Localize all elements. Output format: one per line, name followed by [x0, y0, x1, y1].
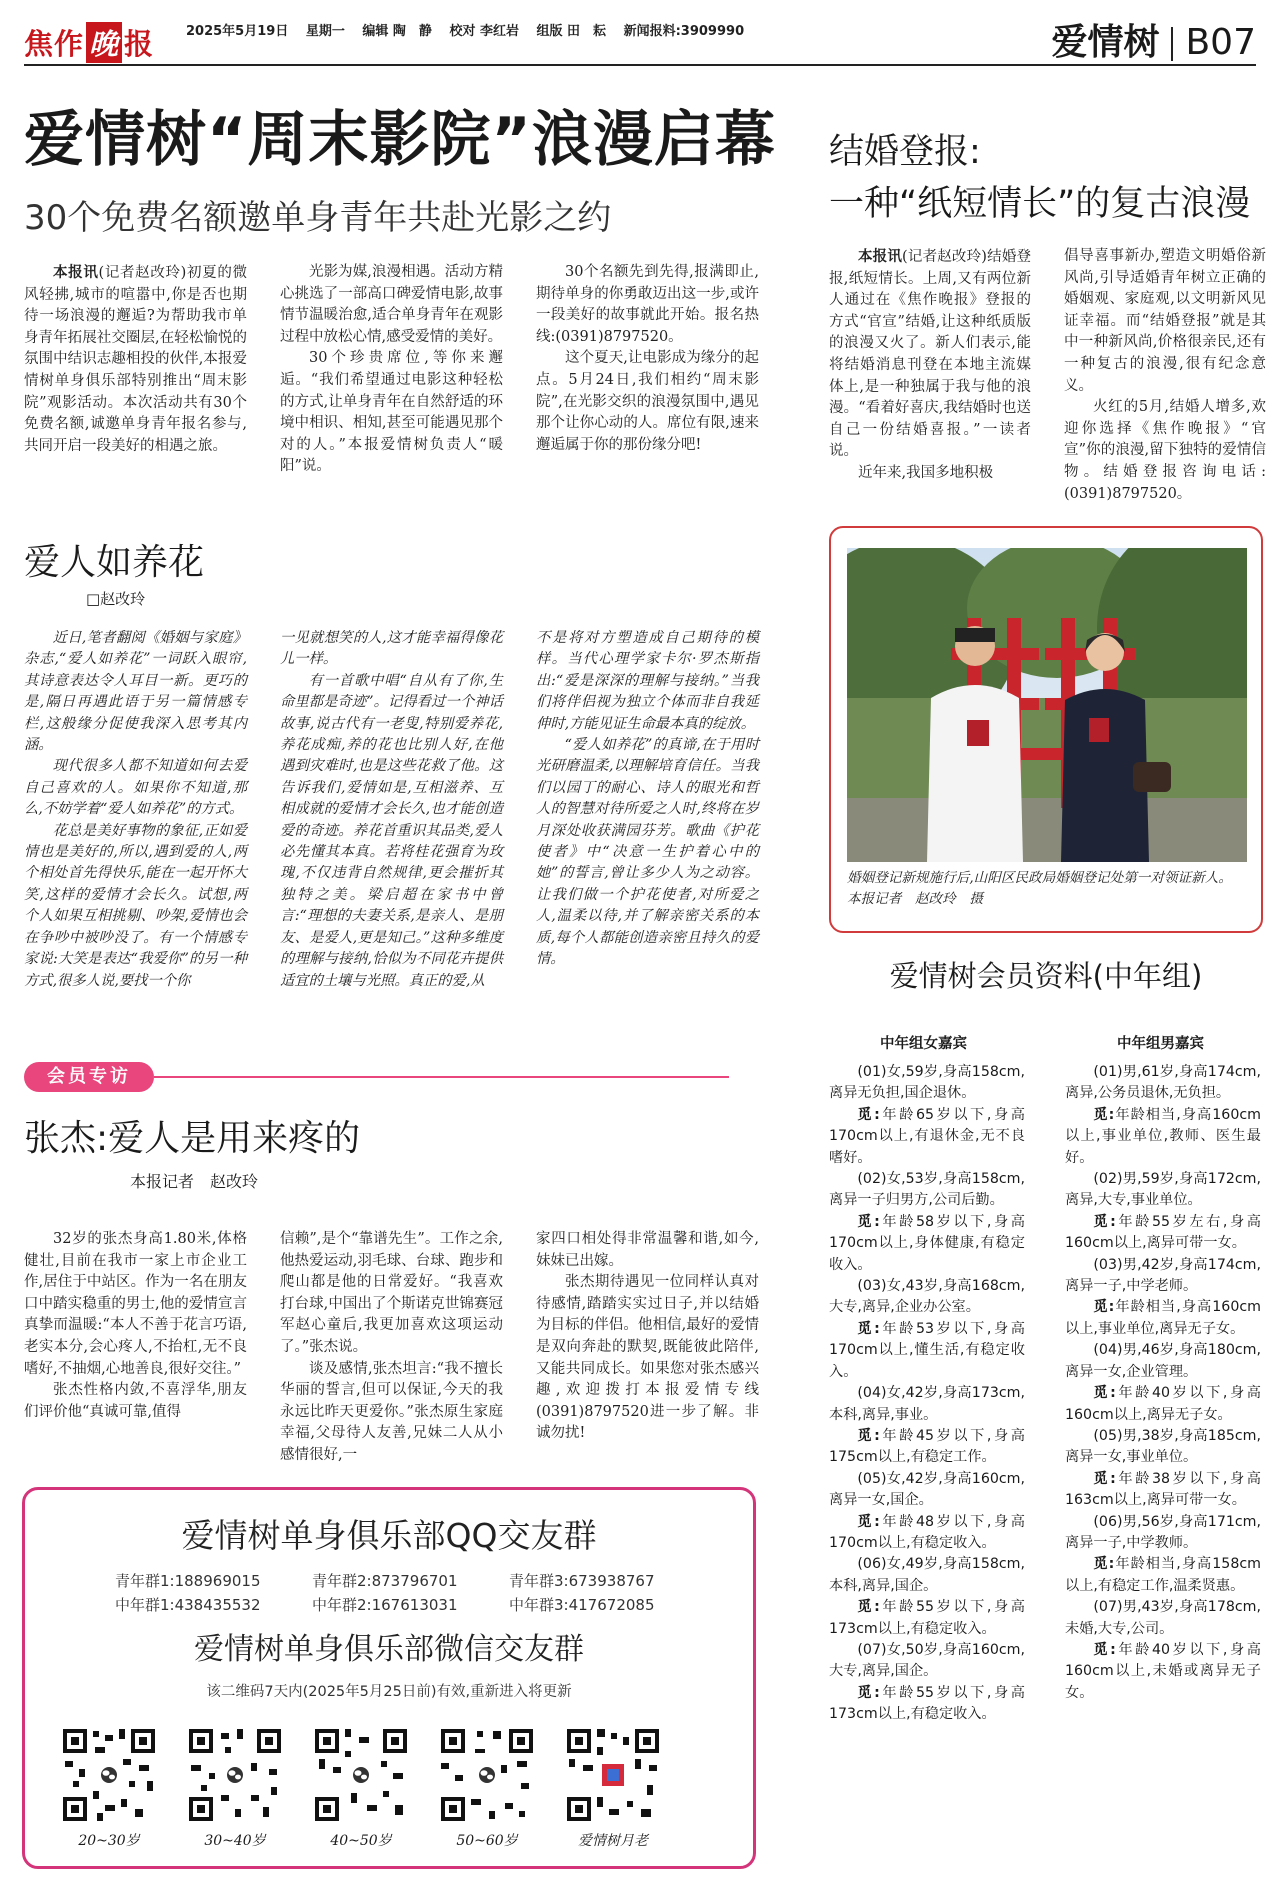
couple-photo — [847, 548, 1247, 862]
qr-code-icon — [311, 1725, 411, 1825]
article2-column-3: 不是将对方塑造成自己期待的模样。当代心理学家卡尔·罗杰斯指出:“爱是深深的理解与接纳。”当我们将伴侣视为独立个体而非自我延伸时,方能见证生命最本真的绽放。 “爱人如养花”的真谛,在于用时光研磨温柔,以理解培育信任。当我们以园丁的耐心、诗人的眼光和哲人的智慧对待所爱之人时,终将在岁月深处收获满园芬芳。歌曲《护花使者》中“决意一生护着心中的她”的誓言,曾让多少人为之动容。让我们做一个护花使者,对所爱之人,温柔以待,并了解亲密关系的本质,每个人都能创造亲密且持久的爱情。 — [536, 630, 759, 968]
article4-headline: 结婚登报: 一种“纸短情长”的复古浪漫 — [829, 132, 1251, 224]
article2-column-2: 一见就想笑的人,这才能幸福得像花儿一样。 有一首歌中唱“自从有了你,生命里都是奇迹”。记得看过一个神话故事,说古代有一老叟,特别爱养花,养花成痴,养的花也比别人好,在他遇到灾难时,也是这些花救了他。这告诉我们,爱情如是,互相滋养、互相成就的爱情才会长久,也才能创造爱的奇迹。养花首重识其品类,爱人必先懂其本真。若将桂花强育为玫瑰,不仅违背自然规律,更会摧折其独特之美。梁启超在家书中曾言:“理想的夫妻关系,是亲人、是朋友、是爱人,更是知己。”这种多维度的理解与接纳,恰似为不同花卉提供适宜的土壤与光照。真正的爱,从 — [280, 630, 503, 989]
qq-group-number: 青年群3:673938767 — [509, 1572, 655, 1590]
article3-column-3: 家四口相处得非常温馨和谐,如今,妹妹已出嫁。 张杰期待遇见一位同样认真对待感情,踏踏实实过日子,并以结婚为目标的伴侣。他相信,最好的爱情是双向奔赴的默契,既能彼此陪伴,又能共同成长。如果您对张杰感兴趣,欢迎拨打本报爱情专线(0391)8797520进一步了解。非诚勿扰! — [536, 1231, 759, 1442]
article4-column-2: 倡导喜事新办,塑造文明婚俗新风尚,引导适婚青年树立正确的婚姻观、家庭观,以文明新风见证幸福。而“结婚登报”就是其中一种新风尚,价格很亲民,还有一种复古的浪漫,很有纪念意义。 火红的5月,结婚人增多,欢迎你选择《焦作晚报》“官宣”你的浪漫,留下独特的爱情信物。结婚登报咨询电话:(0391)8797520。 — [1064, 248, 1266, 502]
member-entry: (02)女,53岁,身高158cm,离异一子归男方,公司后勤。 觅:年龄58岁以下,身高170cm以上,身体健康,有稳定收入。 — [829, 1171, 1025, 1273]
member-entry: (03)女,43岁,身高168cm,大专,离异,企业办公室。 觅:年龄53岁以下,身高170cm以上,懂生活,有稳定收入。 — [829, 1278, 1025, 1380]
member-tag-rule — [154, 1076, 729, 1078]
member-entry: (04)男,46岁,身高180cm,离异一女,企业管理。 觅:年龄40岁以下,身高160cm以上,离异无子女。 — [1065, 1342, 1261, 1423]
member-entry: (01)女,59岁,身高158cm,离异无负担,国企退休。 觅:年龄65岁以下,身高170cm以上,有退休金,无不良嗜好。 — [829, 1064, 1025, 1166]
qq-groups-title: 爱情树单身俱乐部QQ交友群 — [181, 1516, 597, 1555]
member-entry: (05)女,42岁,身高160cm,离异一女,国企。 觅:年龄48岁以下,身高170cm以上,有稳定收入。 — [829, 1470, 1025, 1551]
qr-label: 50~60岁 — [456, 1833, 518, 1849]
member-entry: (06)男,56岁,身高171cm,离异一子,中学教师。 觅:年龄相当,身高158cm以上,有稳定工作,温柔贤惠。 — [1065, 1513, 1261, 1594]
member-entry: (03)男,42岁,身高174cm,离异一子,中学老师。 觅:年龄相当,身高160cm以上,事业单位,离异无子女。 — [1065, 1256, 1261, 1337]
male-members-list — [1065, 1062, 1261, 1704]
male-guests-heading: 中年组男嘉宾 — [1117, 1036, 1204, 1052]
qq-groups-row-middle — [115, 1594, 706, 1615]
qr-code-icon — [437, 1725, 537, 1825]
section-name: 爱情树 — [1051, 22, 1160, 63]
article3-column-2: 信赖”,是个“靠谱先生”。工作之余,他热爱运动,羽毛球、台球、跑步和爬山都是他的日常爱好。“我喜欢打台球,中国出了个斯诺克世锦赛冠军赵心童后,我更加喜欢这项运动了。”张杰说。 谈及感情,张杰坦言:“我不擅长华丽的誓言,但可以保证,今天的我永远比昨天更爱你。”张杰原生家庭幸福,父母待人友善,兄妹二人从小感情很好,一 — [280, 1231, 503, 1463]
qr-label: 20~30岁 — [78, 1833, 140, 1849]
article2-byline: □赵改玲 — [86, 590, 146, 608]
proof-credit: 校对 李红岩 — [449, 24, 519, 39]
article1-column-1: 本报讯(记者赵改玲)初夏的微风轻拂,城市的喧嚣中,你是否也期待一场浪漫的邂逅?为帮助我市单身青年拓展社交圈层,在轻松愉悦的氛围中结识志趣相投的伙伴,本报爱情树单身俱乐部特别推出“周末影院”观影活动。本次活动共有30个免费名额,诚邀单身青年报名参与,共同开启一段美好的相遇之旅。 — [24, 264, 248, 454]
qq-group-number: 中年群3:417672085 — [509, 1596, 655, 1614]
member-entry: (02)男,59岁,身高172cm,离异,大专,事业单位。 觅:年龄55岁左右,身高160cm以上,离异可带一女。 — [1065, 1171, 1261, 1252]
qq-group-number: 中年群1:438435532 — [115, 1596, 261, 1614]
qr-validity-note: 该二维码7天内(2025年5月25日前)有效,重新进入将更新 — [206, 1684, 572, 1700]
qr-code-icon — [563, 1725, 663, 1825]
qr-code-30-40[interactable] — [185, 1725, 285, 1850]
article2-column-1: 近日,笔者翻阅《婚姻与家庭》杂志,“爱人如养花”一词跃入眼帘,其诗意表达令人耳目一新。更巧的是,隔日再遇此语于另一篇情感专栏,这般缘分促使我深入思考其内涵。 现代很多人都不知道如何去爱自己喜欢的人。如果你不知道,那么,不妨学着“爱人如养花”的方式。 花总是美好事物的象征,正如爱情也是美好的,所以,遇到爱的人,两个相处首先得快乐,能在一起开怀大笑,这样的爱情才会长久。试想,两个人如果互相挑剔、吵架,爱情也会在争吵中被吵没了。有一个情感专家说:大笑是表达“我爱你”的另一种方式,很多人说,要找一个你 — [24, 630, 247, 989]
qr-label: 40~50岁 — [330, 1833, 392, 1849]
article2-headline: 爱人如养花 — [24, 542, 205, 583]
article3-byline: 本报记者 赵改玲 — [130, 1172, 259, 1191]
member-entry: (06)女,49岁,身高158cm,本科,离异,国企。 觅:年龄55岁以下,身高173cm以上,有稳定收入。 — [829, 1556, 1025, 1637]
qr-label: 30~40岁 — [204, 1833, 266, 1849]
article3-column-1: 32岁的张杰身高1.80米,体格健壮,目前在我市一家上市企业工作,居住于中站区。作为一名在朋友口中踏实稳重的男士,他的爱情宣言真挚而温暖:“本人不善于花言巧语,老实本分,会心疼人,不抬杠,无不良嗜好,不抽烟,心地善良,很好交往。” 张杰性格内敛,不喜浮华,朋友们评价他“真诚可靠,值得 — [24, 1231, 247, 1420]
member-entry: (04)女,42岁,身高173cm,本科,离异,事业。 觅:年龄45岁以下,身高175cm以上,有稳定工作。 — [829, 1385, 1025, 1466]
female-guests-heading: 中年组女嘉宾 — [880, 1036, 967, 1052]
qr-code-40-50[interactable] — [311, 1725, 411, 1850]
news-hotline: 新闻报料:3909990 — [623, 24, 745, 39]
photo-frame — [829, 526, 1263, 933]
article4-column-1: 本报讯(记者赵改玲)结婚登报,纸短情长。上周,又有两位新人通过在《焦作晚报》登报的方式“官宣”结婚,让这种纸质版的浪漫又火了。新人们表示,能将结婚消息刊登在本地主流媒体上,是一种独属于我与他的浪漫。“看着好喜庆,我结婚时也送自己一份结婚喜报。”一读者说。 近年来,我国多地积极 — [829, 248, 1031, 481]
qq-group-number: 青年群1:188969015 — [115, 1572, 261, 1590]
photo-credit: 本报记者 赵改玲 摄 — [847, 891, 983, 907]
female-members-list — [829, 1062, 1025, 1726]
qr-code-20-30[interactable] — [59, 1725, 159, 1850]
wechat-groups-title: 爱情树单身俱乐部微信交友群 — [194, 1632, 584, 1667]
header-rule — [24, 64, 1256, 66]
member-entry: (01)男,61岁,身高174cm,离异,公务员退休,无负担。 觅:年龄相当,身高160cm以上,事业单位,教师、医生最好。 — [1065, 1064, 1261, 1166]
member-entry: (07)女,50岁,身高160cm,大专,离异,国企。 觅:年龄55岁以下,身高173cm以上,有稳定收入。 — [829, 1641, 1025, 1723]
member-entry: (07)男,43岁,身高178cm,未婚,大专,公司。 觅:年龄40岁以下,身高160cm以上,未婚或离异无子女。 — [1065, 1599, 1261, 1701]
issue-info — [186, 20, 757, 39]
layout-credit: 组版 田 耘 — [536, 24, 607, 39]
article1-subheadline: 30个免费名额邀单身青年共赴光影之约 — [24, 198, 612, 238]
qr-label: 爱情树月老 — [578, 1833, 648, 1849]
qq-group-number: 青年群2:873796701 — [312, 1572, 458, 1590]
qr-code-matchmaker[interactable] — [563, 1725, 663, 1850]
section-header — [1051, 14, 1256, 65]
qr-code-icon — [59, 1725, 159, 1825]
article1-column-2: 光影为媒,浪漫相遇。活动方精心挑选了一部高口碑爱情电影,故事情节温暖治愈,适合单身青年在观影过程中放松心情,感受爱情的美好。 30个珍贵席位,等你来邂逅。“我们希望通过电影这种轻松的方式,让单身青年在自然舒适的环境中相识、相知,甚至可能遇见那个对的人。”本报爱情树负责人“暖阳”说。 — [280, 264, 503, 475]
article1-headline: 爱情树“周末影院”浪漫启幕 — [24, 105, 776, 175]
member-interview-tag: 会员专访 — [24, 1062, 154, 1092]
members-section-title: 爱情树会员资料(中年组) — [889, 959, 1203, 993]
qr-code-50-60[interactable] — [437, 1725, 537, 1850]
issue-weekday: 星期一 — [305, 24, 345, 39]
photo-caption: 婚姻登记新规施行后,山阳区民政局婚姻登记处第一对领证新人。 本报记者 赵改玲 摄 — [847, 870, 1226, 907]
club-groups-box — [22, 1487, 756, 1869]
article3-headline: 张杰:爱人是用来疼的 — [24, 1118, 361, 1159]
qq-groups-row-youth — [115, 1570, 706, 1591]
qr-code-icon — [185, 1725, 285, 1825]
issue-date: 2025年5月19日 — [186, 24, 289, 39]
article1-column-3: 30个名额先到先得,报满即止,期待单身的你勇敢迈出这一步,或许一段美好的故事就此开始。报名热线:(0391)8797520。 这个夏天,让电影成为缘分的起点。5月24日,我们相约“周末影院”,在光影交织的浪漫氛围中,遇见那个让你心动的人。席位有限,速来邂逅属于你的那份缘分吧! — [536, 264, 759, 453]
editor-credit: 编辑 陶 静 — [362, 24, 432, 39]
newspaper-logo: 焦作 晚 报 — [24, 22, 154, 63]
member-entry: (05)男,38岁,身高185cm,离异一女,事业单位。 觅:年龄38岁以下,身高163cm以上,离异可带一女。 — [1065, 1427, 1261, 1509]
page-number: B07 — [1185, 22, 1256, 63]
qq-group-number: 中年群2:167613031 — [312, 1596, 458, 1614]
